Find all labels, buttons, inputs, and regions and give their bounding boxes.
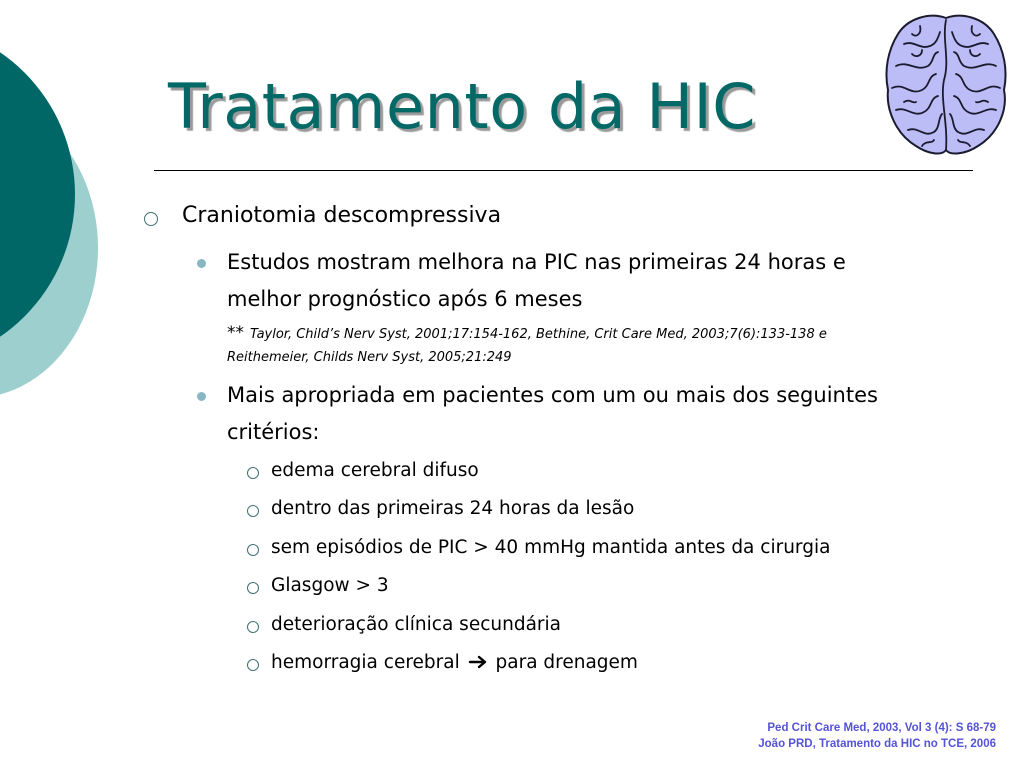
bullet-estudos-line2: melhor prognóstico após 6 meses (227, 287, 583, 311)
ring-bullet-icon (247, 505, 259, 517)
bullet-estudos-line1: Estudos mostram melhora na PIC nas primeiras 24 horas e (227, 250, 846, 274)
footer-line1: Ped Crit Care Med, 2003, Vol 3 (4): S 68-79 (767, 722, 996, 734)
citation-line2: Reithemeier, Childs Nerv Syst, 2005;21:249 (227, 350, 512, 365)
criterion-text: hemorragia cerebral (271, 652, 460, 673)
criterion-item: sem episódios de PIC > 40 mmHg mantida antes da cirurgia (271, 537, 831, 558)
ring-bullet-icon (144, 212, 158, 226)
citation-stars: ** (227, 323, 244, 343)
bullet-criteria-intro-line2: critérios: (227, 420, 320, 444)
ring-bullet-icon (247, 659, 259, 671)
criterion-item: edema cerebral difuso (271, 460, 479, 481)
bullet-criteria-intro-line1: Mais apropriada em pacientes com um ou mais dos seguintes (227, 383, 878, 407)
footer-line2: João PRD, Tratamento da HIC no TCE, 2006 (758, 738, 996, 750)
ring-bullet-icon (247, 621, 259, 633)
criterion-item: dentro das primeiras 24 horas da lesão (271, 498, 635, 519)
dot-bullet-icon (197, 392, 206, 401)
slide-title: Tratamento da HIC (168, 70, 757, 143)
ring-bullet-icon (247, 544, 259, 556)
dot-bullet-icon (197, 259, 206, 268)
criterion-item-hemorragia (271, 652, 638, 674)
bullet-craniotomia: Craniotomia descompressiva (182, 203, 502, 228)
criterion-item: Glasgow > 3 (271, 575, 389, 596)
citation-text-line1: Taylor, Child’s Nerv Syst, 2001;17:154-162, Bethine, Crit Care Med, 2003;7(6):133-138 e (250, 327, 827, 342)
right-arrow-icon (468, 653, 488, 674)
ring-bullet-icon (247, 582, 259, 594)
ring-bullet-icon (247, 467, 259, 479)
citation-line1 (227, 322, 827, 346)
footer-reference (758, 720, 996, 752)
criterion-item: deterioração clínica secundária (271, 614, 561, 635)
criterion-text: para drenagem (495, 652, 638, 673)
